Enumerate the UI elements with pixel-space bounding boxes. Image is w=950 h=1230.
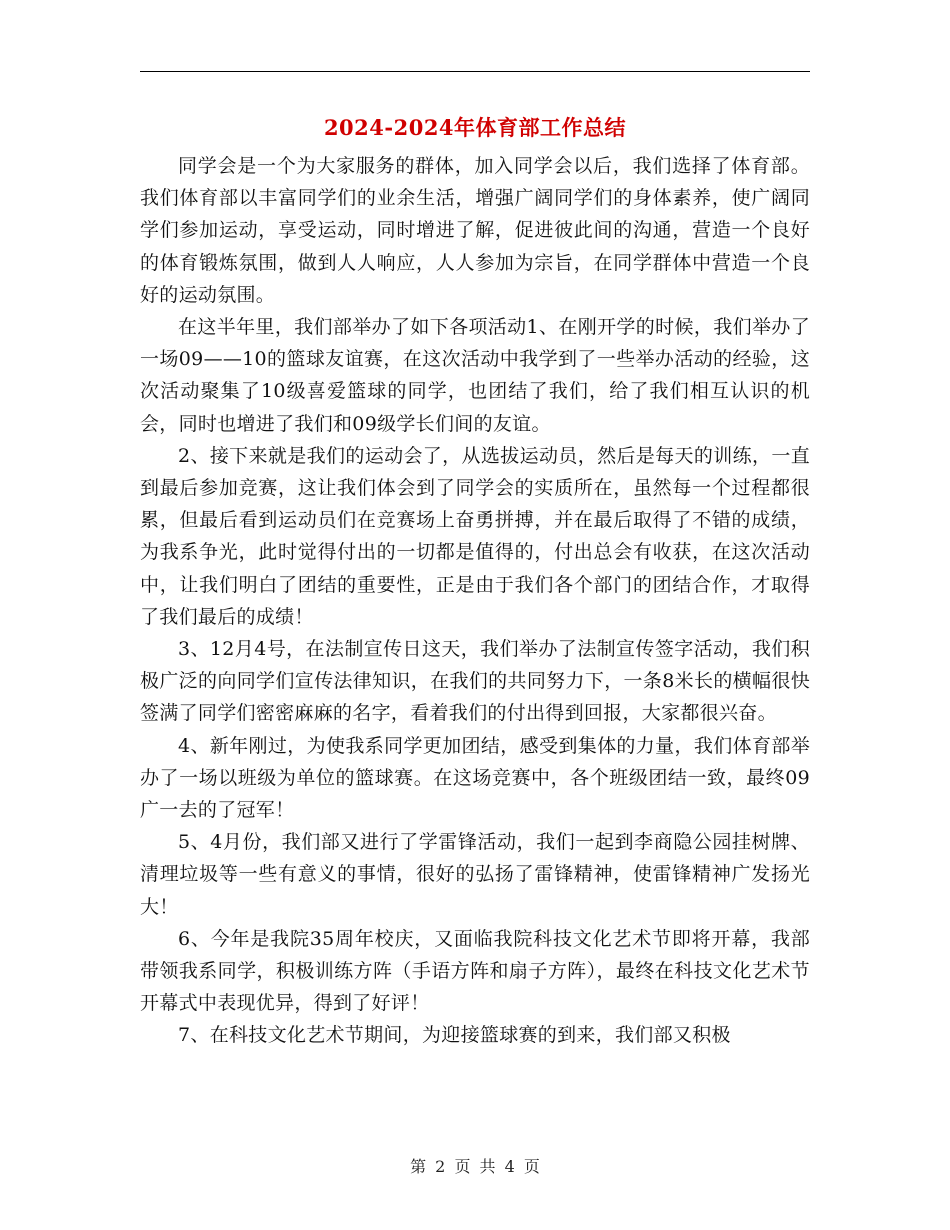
paragraph-intro: 同学会是一个为大家服务的群体，加入同学会以后，我们选择了体育部。我们体育部以丰富同学们的业余生活，增强广阔同学们的身体素养，使广阔同学们参加运动，享受运动，同时增进了解，促进彼此间的沟通，营造一个良好的体育锻炼氛围，做到人人响应，人人参加为宗旨，在同学群体中营造一个良好的运动氛围。 (140, 155, 810, 306)
document-title: 2024-2024年体育部工作总结 (323, 115, 627, 140)
paragraph-activity-2: 2、接下来就是我们的运动会了，从选拔运动员，然后是每天的训练，一直到最后参加竞赛，这让我们体会到了同学会的实质所在，虽然每一个过程都很累，但最后看到运动员们在竞赛场上奋勇拼搏，并在最后取得了不错的成绩，为我系争光，此时觉得付出的一切都是值得的，付出总会有收获，在这次活动中，让我们明白了团结的重要性，正是由于我们各个部门的团结合作，才取得了我们最后的成绩！ (140, 444, 810, 628)
paragraph-activity-4: 4、新年刚过，为使我系同学更加团结，感受到集体的力量，我们体育部举办了一场以班级为单位的篮球赛。在这场竞赛中，各个班级团结一致，最终09广一去的了冠军！ (140, 734, 810, 822)
page-number: 第 2 页 共 4 页 (410, 1157, 540, 1176)
paragraph-activity-5: 5、4月份，我们部又进行了学雷锋活动，我们一起到李商隐公园挂树牌、清理垃圾等一些有意义的事情，很好的弘扬了雷锋精神，使雷锋精神广发扬光大！ (140, 831, 810, 918)
document-body (140, 150, 810, 1052)
header-rule (140, 71, 810, 72)
paragraph-activity-7: 7、在科技文化艺术节期间，为迎接篮球赛的到来，我们部又积极 (178, 1024, 731, 1047)
paragraph-activity-3: 3、12月4号，在法制宣传日这天，我们举办了法制宣传签字活动，我们积极广泛的向同学们宣传法律知识，在我们的共同努力下，一条8米长的横幅很快签满了同学们密密麻麻的名字，看着我们的付出得到回报，大家都很兴奋。 (140, 638, 810, 725)
paragraph-activity-6: 6、今年是我院35周年校庆，又面临我院科技文化艺术节即将开幕，我部带领我系同学，积极训练方阵（手语方阵和扇子方阵），最终在科技文化艺术节开幕式中表现优异，得到了好评！ (140, 927, 810, 1015)
paragraph-activity-1: 在这半年里，我们部举办了如下各项活动1、在刚开学的时候，我们举办了一场09——10的篮球友谊赛，在这次活动中我学到了一些举办活动的经验，这次活动聚集了10级喜爱篮球的同学，也团结了我们，给了我们相互认识的机会，同时也增进了我们和09级学长们间的友谊。 (140, 316, 810, 435)
